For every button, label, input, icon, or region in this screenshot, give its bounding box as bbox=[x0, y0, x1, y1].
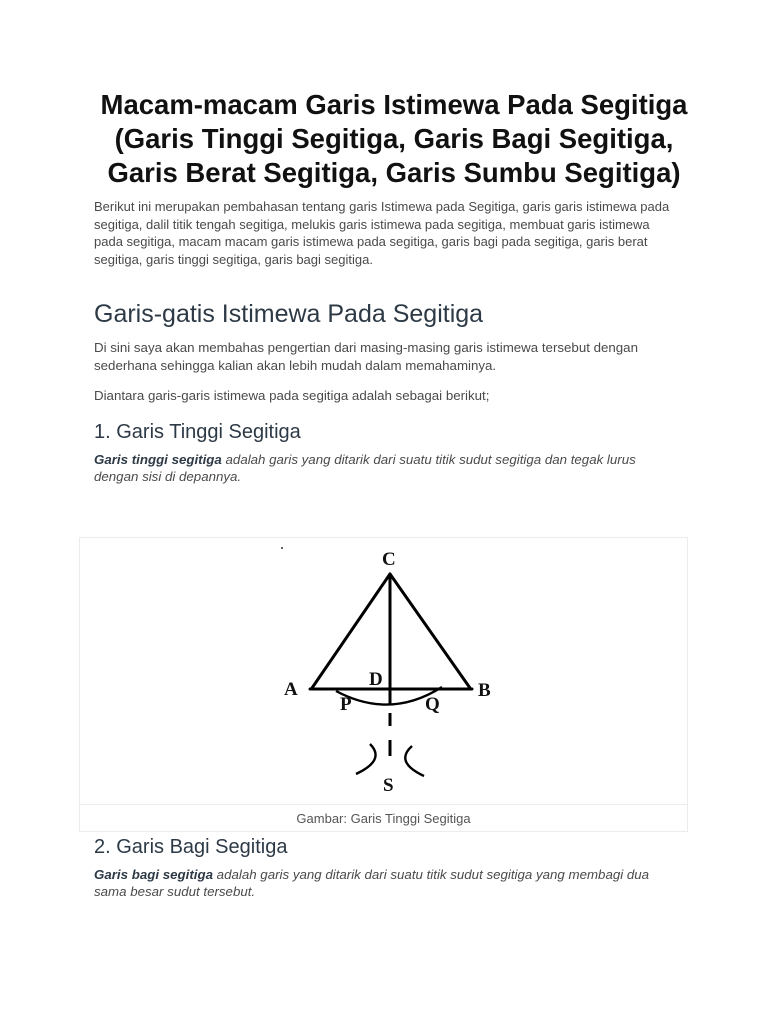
definition-garis-bagi bbox=[94, 866, 654, 900]
paragraph-list-intro: Diantara garis-garis istimewa pada segitiga adalah sebagai berikut; bbox=[94, 388, 490, 403]
section-heading: Garis-gatis Istimewa Pada Segitiga bbox=[94, 300, 484, 328]
paragraph-explanation: Di sini saya akan membahas pengertian dari masing-masing garis istimewa tersebut dengan sederhana sehingga kalian akan lebih mudah dalam memahaminya. bbox=[94, 340, 638, 373]
figure-divider bbox=[80, 804, 687, 805]
definition-text-garis-bagi: adalah garis yang ditarik dari suatu titik sudut segitiga yang membagi dua sama besar sudut tersebut. bbox=[94, 867, 650, 899]
subheading-garis-tinggi: 1. Garis Tinggi Segitiga bbox=[94, 420, 301, 443]
label-b: B bbox=[478, 680, 491, 701]
triangle-altitude-diagram bbox=[80, 538, 687, 803]
arc-s-left bbox=[356, 744, 376, 774]
figure-garis-tinggi bbox=[79, 537, 688, 832]
label-c: C bbox=[382, 549, 396, 570]
label-s: S bbox=[383, 775, 394, 796]
arc-s-right bbox=[405, 746, 424, 776]
article bbox=[94, 88, 694, 485]
stray-dot bbox=[281, 547, 283, 549]
term-garis-bagi: Garis bagi segitiga bbox=[94, 867, 213, 882]
definition-garis-tinggi bbox=[94, 451, 654, 485]
intro-paragraph: Berikut ini merupakan pembahasan tentang garis Istimewa pada Segitiga, garis garis istimewa pada segitiga, dalil titik tengah segitiga, melukis garis istimewa pada segitiga, membuat garis istimewa pada segitiga, macam macam garis istimewa pada segitiga, garis bagi pada segitiga, garis berat segitiga, garis tinggi segitiga, garis bagi segitiga. bbox=[94, 199, 670, 267]
subheading-garis-bagi: 2. Garis Bagi Segitiga bbox=[94, 836, 288, 858]
definition-text-garis-tinggi: adalah garis yang ditarik dari suatu titik sudut segitiga dan tegak lurus dengan sisi di depannya. bbox=[94, 451, 636, 484]
section-garis-bagi bbox=[94, 834, 694, 900]
label-d: D bbox=[369, 669, 383, 690]
term-garis-tinggi: Garis tinggi segitiga bbox=[94, 451, 222, 467]
label-p: P bbox=[340, 694, 352, 715]
label-a: A bbox=[284, 679, 298, 700]
page-title: Macam-macam Garis Istimewa Pada Segitiga (Garis Tinggi Segitiga, Garis Bagi Segitiga, Garis Berat Segitiga, Garis Sumbu Segitiga) bbox=[100, 89, 688, 188]
figure-caption: Gambar: Garis Tinggi Segitiga bbox=[296, 811, 471, 826]
side-bc bbox=[390, 574, 470, 688]
label-q: Q bbox=[425, 694, 440, 715]
